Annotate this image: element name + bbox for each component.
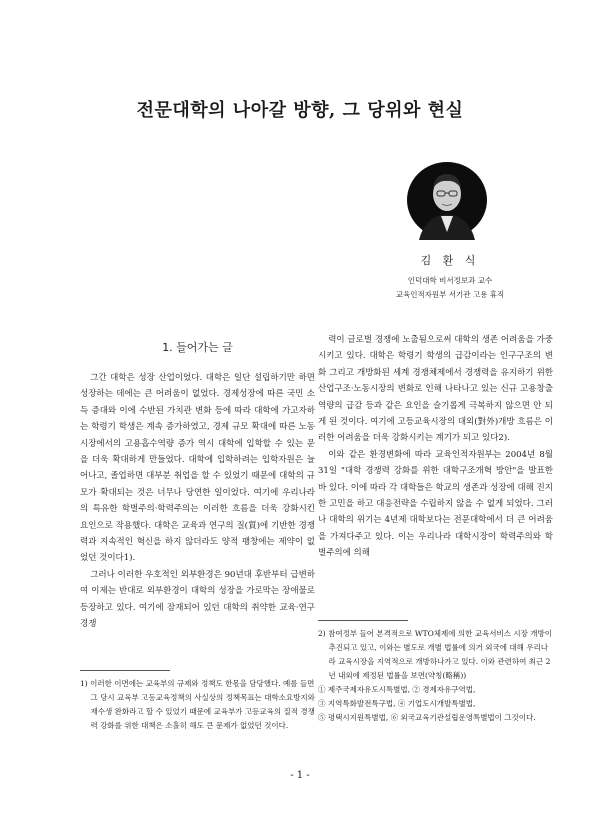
article-title: 전문대학의 나아갈 방향, 그 당위와 현실 <box>136 100 464 121</box>
affiliation-line: 교육인적자원부 서기관 고용 휴직 <box>395 290 505 299</box>
footnote-list-line: ③ 지역특화발전특구법, ④ 기업도시개발특별법, <box>318 699 476 708</box>
body-paragraph: 그러나 이러한 우호적인 외부환경은 90년대 후반부터 급변하여 이제는 반대로 외부환경이 대학의 성장을 가로막는 장애물로 등장하고 있다. 여기에 잠재되어 있던 대학의 취약한 교육·연구 경쟁 <box>80 569 315 630</box>
footnote-list-line: ⑤ 평택시지원특별법, ⑥ 외국교육기관설립운영특별법이 그것이다. <box>318 713 536 722</box>
footnote-list-line: ① 제주국제자유도시특별법, ② 경제자유구역법, <box>318 685 476 694</box>
author-affiliation <box>360 274 540 302</box>
author-name: 김 환 식 <box>420 254 480 267</box>
body-paragraph: 이와 같은 환경변화에 따라 교육인적자원부는 2004년 8월 31일 "대학 경쟁력 강화를 위한 대학구조개혁 방안"을 발표한 바 있다. 이에 따라 각 대학들은 학교의 생존과 성장에 대해 진지한 고민을 하고 대응전략을 수립하지 않을 수 없게 되었다. 그러나 대학의 위기는 4년제 대학보다는 전문대학에서 더 큰 어려움을 가져다주고 있다. 이는 우리나라 대학시장이 학력주의와 학벌주의에 의해 <box>318 449 553 559</box>
left-column <box>80 340 315 633</box>
section-heading: 1. 들어가는 글 <box>162 341 233 354</box>
footnote: 2) 참여정부 들어 본격적으로 WTO체제에 의한 교육서비스 시장 개방이 추진되고 있고, 이와는 별도로 개별 법률에 의거 외국에 대해 우리나라 교육시장을 지역적으로 개방하나가고 있다. 이와 관련하여 최근 2년 내외에 제정된 법률을 보면(약칭(略稱)) <box>318 629 552 680</box>
author-photo <box>405 160 489 240</box>
body-paragraph: 력이 글로벌 경쟁에 노출됨으로써 대학의 생존 어려움을 가중시키고 있다. 대학은 학령기 학생의 급감이라는 인구구조의 변화 그리고 개방화된 세계 경쟁체제에서 경쟁력을 유지하기 위한 산업구조·노동시장의 변화로 인해 나타나고 있는 신규 고용창출 역량의 급감 등과 같은 요인을 슬기롭게 극복하지 않으면 안 되게 된 것이다. 여기에 고등교육시장의 대외(對外)개방 흐름은 이러한 어려움을 더욱 강화시키는 계기가 되고 있다2). <box>318 335 553 444</box>
body-paragraph: 그간 대학은 성장 산업이었다. 대학은 일단 설립하기만 하면 성장하는 데에는 큰 어려움이 없었다. 경제성장에 따른 국민 소득 증대와 이에 수반된 가치관 변화 등에 따라 대학에 가고자하는 학령기 학생은 계속 증가하였고, 경제 규모 확대에 따른 노동시장에서의 고용흡수역량 증가 역시 대학에 입학할 수 있는 문을 더욱 확대하게 만들었다. 대학에 입학하려는 입학자원은 늘어나고, 졸업하면 대부분 취업을 할 수 있었기 때문에 대학의 규모가 확대되는 것은 너무나 당연한 일이었다. 여기에 우리나라의 특유한 학벌주의·학력주의는 이러한 흐름을 더욱 강화시킨 요인으로 작용했다. 대학은 교육과 연구의 질(質)에 기반한 경쟁력과 지속적인 혁신을 하지 않더라도 양적 팽창에는 제약이 없었던 것이다1). <box>80 373 315 564</box>
footnote: 1) 이러한 이면에는 교육부의 규제와 정책도 한몫을 담당했다. 예를 들면 그 당시 교육부 고등교육정책의 사실상의 정책목표는 대학소요방지와 재수생 완화라고 할 수 있었기 때문에 교육부가 고등교육의 질적 경쟁력 강화를 위한 대책은 소홀히 해도 큰 문제가 없었던 것이다. <box>80 679 315 730</box>
footnotes-right <box>318 620 553 725</box>
footnote-rule <box>80 670 170 671</box>
footnote-rule <box>318 620 408 621</box>
affiliation-line: 인덕대학 비서정보과 교수 <box>407 276 493 285</box>
right-column <box>318 332 553 562</box>
footnotes-left <box>80 670 315 733</box>
page-number: - 1 - <box>290 770 310 781</box>
